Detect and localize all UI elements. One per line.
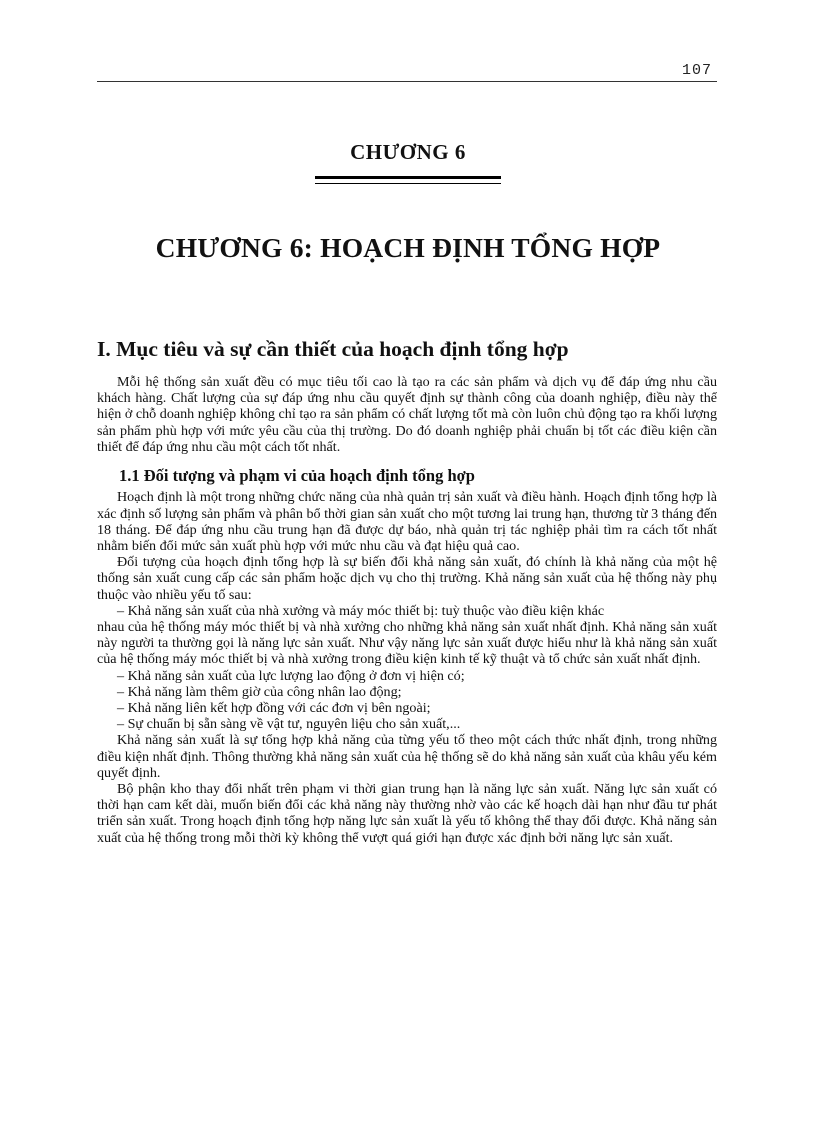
list-item: – Khả năng sản xuất của nhà xưởng và máy móc thiết bị: tuỳ thuộc vào điều kiện khác — [117, 602, 605, 619]
chapter-underline — [315, 176, 501, 184]
chapter-label: CHƯƠNG 6 — [350, 140, 466, 164]
section-heading: I. Mục tiêu và sự cần thiết của hoạch định tổng hợp — [97, 337, 569, 361]
paragraph: Đối tượng của hoạch định tổng hợp là sự biến đổi khả năng sản xuất, đó chính là khả năng của một hệ thống sản xuất cung cấp các sản phẩm hoặc dịch vụ cho thị trường. Khả năng sản xuất của hệ thống này phụ thuộc vào nhiều yếu tố sau: — [97, 554, 717, 603]
subsection-heading: 1.1 Đối tượng và phạm vi của hoạch định tổng hợp — [119, 465, 475, 485]
paragraph: Khả năng sản xuất là sự tổng hợp khả năng của từng yếu tố theo một cách thức nhất định, trong những điều kiện nhất định. Thông thường khả năng sản xuất của hệ thống sẽ do khả năng sản xuất của khâu yếu kém quyết định. — [97, 732, 717, 781]
page-content — [97, 336, 717, 846]
header-rule — [97, 81, 717, 82]
paragraph: Mỗi hệ thống sản xuất đều có mục tiêu tối cao là tạo ra các sản phẩm và dịch vụ để đáp ứng nhu cầu khách hàng. Chất lượng của sự đáp ứng nhu cầu quyết định sự thành công của doanh nghiệp, điều này thể hiện ở chỗ doanh nghiệp không chỉ tạo ra sản phẩm có chất lượng tốt mà còn luôn chủ động tạo ra khối lượng sản phẩm phù hợp với mức yêu cầu của thị trường. Do đó doanh nghiệp phải chuẩn bị tốt các điều kiện cần thiết để đáp ứng nhu cầu một cách tốt nhất. — [97, 373, 717, 455]
paragraph: Hoạch định là một trong những chức năng của nhà quản trị sản xuất và điều hành. Hoạch định tổng hợp là xác định số lượng sản phẩm và phân bổ thời gian sản xuất cho một tương lai trung hạn, thương từ 3 tháng đến 18 tháng. Để đáp ứng nhu cầu trung hạn đã được dự báo, nhà quản trị tác nghiệp phải tìm ra cách tốt nhất nhằm biến đổi mức sản xuất phù hợp với mức nhu cầu và đạt hiệu quả cao. — [97, 489, 717, 554]
list-item: – Khả năng sản xuất của lực lượng lao động ở đơn vị hiện có; — [117, 667, 465, 684]
paragraph: Bộ phận kho thay đổi nhất trên phạm vi thời gian trung hạn là năng lực sản xuất. Năng lực sản xuất có thời hạn cam kết dài, muốn biến đổi các khả năng này thường nhờ vào các kế hoạch dài hạn như đầu tư phát triển sản xuất. Trong hoạch định tổng hợp năng lực sản xuất là yếu tố không thể thay đổi được. Khả năng sản xuất của hệ thống trong mỗi thời kỳ không thể vượt quá giới hạn được xác định bởi năng lực sản xuất. — [97, 781, 717, 846]
list-item: – Khả năng làm thêm giờ của công nhân lao động; — [117, 683, 402, 700]
list-item: – Sự chuẩn bị sẵn sàng về vật tư, nguyên liệu cho sản xuất,... — [117, 716, 461, 733]
page-number: 107 — [681, 62, 712, 79]
list-item: – Khả năng liên kết hợp đồng với các đơn vị bên ngoài; — [117, 700, 431, 717]
chapter-title: CHƯƠNG 6: HOẠCH ĐỊNH TỔNG HỢP — [155, 232, 661, 263]
paragraph: nhau của hệ thống máy móc thiết bị và nhà xưởng cho những khả năng sản xuất nhất định. Khả năng sản xuất này người ta thường gọi là năng lực sản xuất. Như vậy năng lực sản xuất được hiểu như là khả năng sản xuất của hệ thống máy móc thiết bị và nhà xưởng trong điều kiện kinh tế kỹ thuật và tổ chức sản xuất nhất định. — [97, 619, 717, 668]
